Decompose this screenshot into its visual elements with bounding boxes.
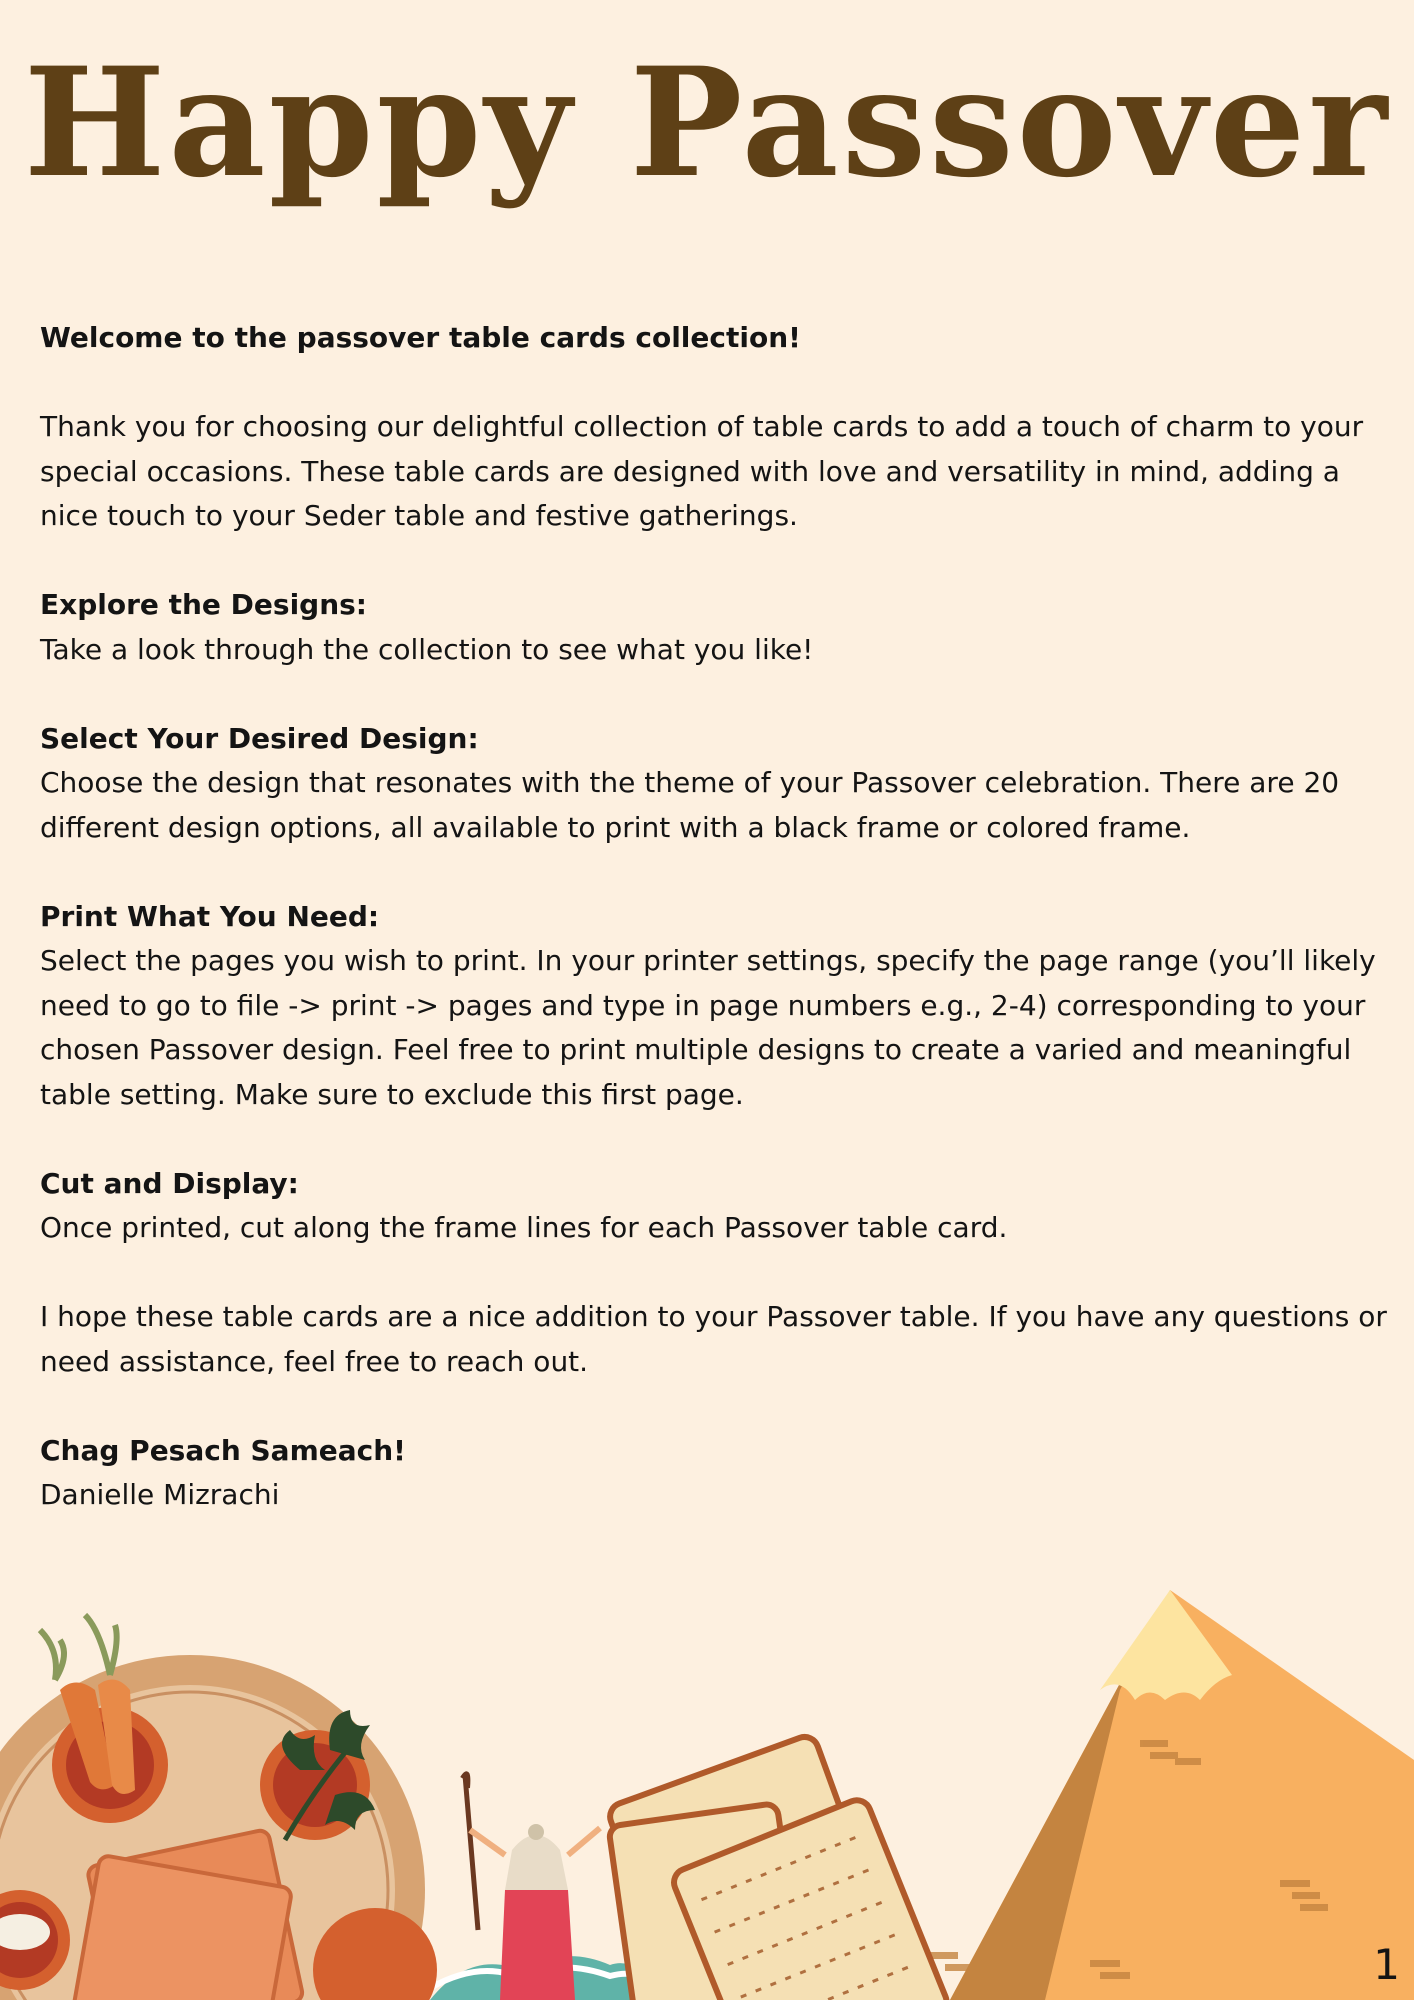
- section-heading-cut: Cut and Display:: [40, 1166, 299, 1200]
- section-body-cut: Once printed, cut along the frame lines for each Passover table card.: [40, 1211, 1008, 1244]
- pyramid-icon: [930, 1590, 1414, 2000]
- section-heading-explore: Explore the Designs:: [40, 588, 368, 621]
- intro-heading: Welcome to the passover table cards collection!: [40, 321, 801, 354]
- page-title: Happy Passover: [23, 35, 1391, 211]
- document-body: [40, 316, 1390, 1518]
- matzah-icon: [606, 1733, 950, 2000]
- section-body-explore: Take a look through the collection to see what you like!: [40, 632, 814, 666]
- section-body-select: Choose the design that resonates with the theme of your Passover celebration. There are 20 different design options, all available to print with a black frame or colored frame.: [40, 766, 1340, 844]
- page-number: 1: [1373, 1940, 1400, 1989]
- intro-paragraph: Thank you for choosing our delightful collection of table cards to add a touch of charm to your special occasions. These table cards are designed with love and versatility in mind, adding a nice touch to your Seder table and festive gatherings.: [40, 410, 1364, 532]
- section-heading-select: Select Your Desired Design:: [40, 721, 479, 755]
- closing-paragraph: I hope these table cards are a nice addition to your Passover table. If you have any questions or need assistance, feel free to reach out.: [40, 1300, 1387, 1378]
- passover-illustration: [0, 1560, 1414, 2000]
- signoff-greeting: Chag Pesach Sameach!: [40, 1433, 406, 1467]
- section-heading-print: Print What You Need:: [40, 899, 380, 933]
- section-body-print: Select the pages you wish to print. In your printer settings, specify the page range (you’ll likely need to go to file -> print -> pages and type in page numbers e.g., 2-4) corresponding to your chosen Passover design. Feel free to print multiple designs to create a varied and meaningful table setting. Make sure to exclude this first page.: [40, 944, 1376, 1111]
- signoff-name: Danielle Mizrachi: [40, 1478, 280, 1511]
